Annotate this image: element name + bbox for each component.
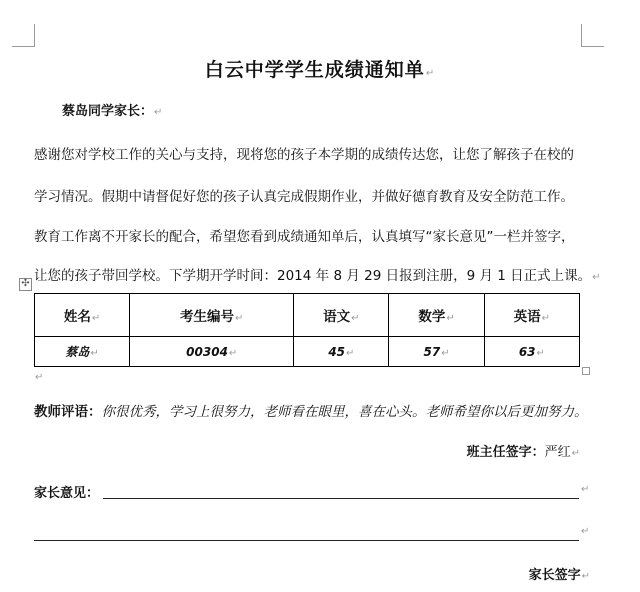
- greeting-text: 蔡岛同学家长：: [62, 104, 154, 119]
- paragraph-mark-icon: ↵: [581, 484, 590, 495]
- cell-text: 蔡岛: [65, 345, 90, 359]
- cell-text: 45: [328, 344, 346, 359]
- parent-signature[interactable]: [529, 564, 590, 583]
- title-text: 白云中学学生成绩通知单: [204, 59, 425, 81]
- header-text: 语文: [323, 309, 351, 325]
- head-teacher-sign-label: 班主任签字：: [466, 445, 545, 460]
- paragraph-mark-icon: ↵: [581, 526, 590, 537]
- parent-opinion-line-1[interactable]: [103, 498, 579, 499]
- paragraph-mark-icon: ↵: [425, 68, 436, 79]
- header-cell-exam-id[interactable]: [130, 294, 294, 337]
- document-title[interactable]: [0, 55, 640, 82]
- body-line-text: 让您的孩子带回学校。下学期开学时间：2014 年 8 月 29 日报到注册，9 月 1 日正式上课。: [34, 268, 592, 284]
- score-table: [34, 293, 580, 367]
- table-move-handle-icon[interactable]: ✣: [19, 278, 32, 291]
- head-teacher-name: 严红: [544, 445, 571, 460]
- table-header-row: [35, 294, 580, 337]
- table-row: [35, 337, 580, 367]
- parent-sign-label: 家长签字: [528, 568, 581, 583]
- teacher-comment[interactable]: [34, 400, 588, 420]
- cell-exam-id[interactable]: [130, 337, 294, 367]
- paragraph-mark-icon: ↵: [346, 347, 355, 359]
- paragraph-mark-icon: ↵: [351, 313, 360, 324]
- cell-chinese[interactable]: [294, 337, 389, 367]
- header-text: 姓名: [63, 309, 91, 325]
- cell-text: 57: [423, 344, 441, 359]
- header-cell-math[interactable]: [389, 294, 484, 337]
- paragraph-mark-icon: ↵: [35, 372, 44, 383]
- body-paragraph-line-4[interactable]: [34, 264, 601, 284]
- head-teacher-signature[interactable]: [467, 441, 580, 460]
- paragraph-mark-icon: ↵: [154, 107, 163, 118]
- paragraph-mark-icon: ↵: [571, 448, 580, 459]
- paragraph-mark-icon: ↵: [536, 347, 545, 359]
- cell-text: 00304: [186, 344, 228, 359]
- body-paragraph-line-3[interactable]: [34, 225, 575, 245]
- header-text: 考生编号: [180, 309, 235, 325]
- body-line-text: 感谢您对学校工作的关心与支持，现将您的孩子本学期的成绩传达您，让您了解孩子在校的: [34, 147, 574, 163]
- body-line-text: 学习情况。假期中请督促好您的孩子认真完成假期作业，并做好德育教育及安全防范工作。: [34, 189, 574, 205]
- page-corner-top-left: [12, 24, 35, 47]
- paragraph-mark-icon: ↵: [581, 571, 590, 582]
- header-cell-chinese[interactable]: [294, 294, 389, 337]
- teacher-comment-label: 教师评语：: [34, 404, 102, 420]
- paragraph-mark-icon: ↵: [592, 272, 601, 283]
- paragraph-mark-icon: ↵: [91, 313, 101, 324]
- paragraph-mark-icon: ↵: [235, 313, 244, 324]
- body-paragraph-line-1[interactable]: [34, 143, 574, 163]
- header-cell-name[interactable]: [35, 294, 130, 337]
- paragraph-mark-icon: ↵: [90, 348, 99, 359]
- header-text: 英语: [513, 309, 541, 325]
- header-text: 数学: [418, 309, 446, 325]
- cell-text: 63: [518, 344, 536, 359]
- body-line-text: 教育工作离不开家长的配合，希望您看到成绩通知单后，认真填写“家长意见”一栏并签字，: [34, 229, 575, 245]
- parent-opinion-label: 家长意见：: [34, 486, 100, 501]
- parent-opinion-line-2[interactable]: [34, 540, 579, 541]
- cell-english[interactable]: [484, 337, 579, 367]
- teacher-comment-text: 你很优秀，学习上很努力，老师看在眼里，喜在心头。老师希望你以后更加努力。: [101, 404, 588, 420]
- page-corner-top-right: [581, 24, 604, 47]
- body-paragraph-line-2[interactable]: [34, 185, 574, 205]
- header-cell-english[interactable]: [484, 294, 579, 337]
- paragraph-mark-icon: ↵: [441, 347, 450, 359]
- cell-math[interactable]: [389, 337, 484, 367]
- greeting[interactable]: [62, 100, 162, 119]
- paragraph-mark-icon: ↵: [446, 313, 455, 324]
- cell-name[interactable]: [35, 337, 130, 367]
- table-resize-handle-icon[interactable]: [582, 367, 590, 375]
- paragraph-mark-icon: ↵: [228, 347, 238, 359]
- paragraph-mark-icon: ↵: [541, 313, 551, 324]
